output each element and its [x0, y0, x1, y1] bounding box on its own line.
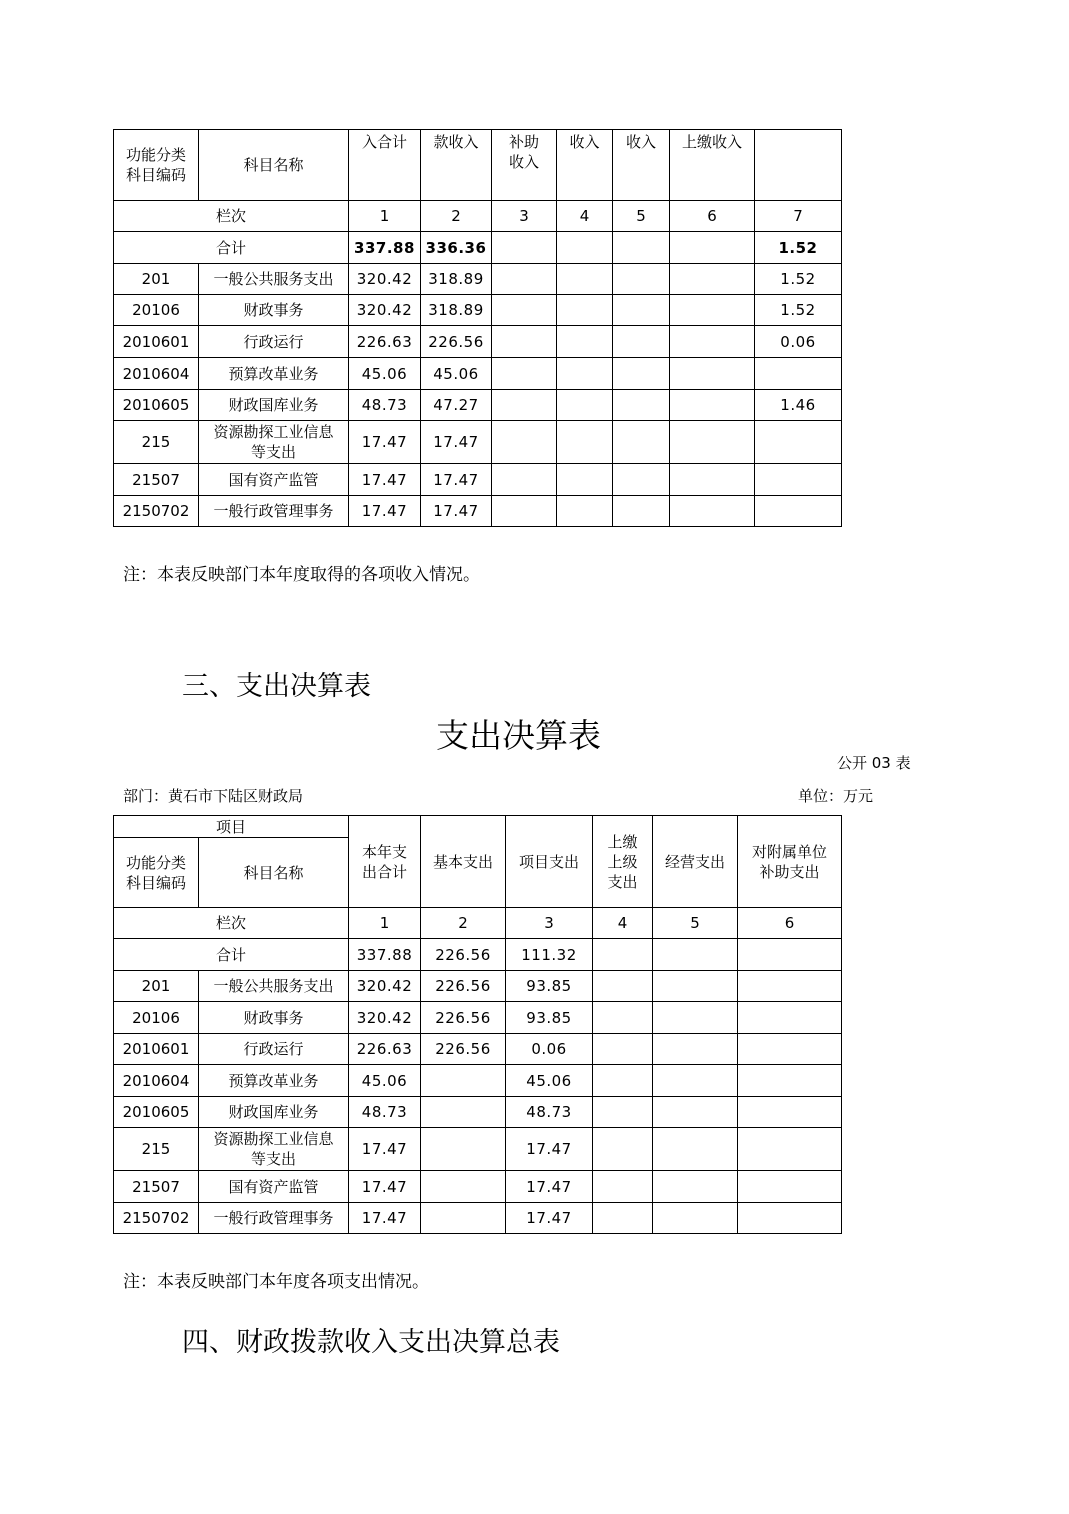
index-c2: 2: [421, 201, 492, 232]
row-c2: 17.47: [421, 464, 492, 496]
row-name: 财政事务: [199, 295, 349, 326]
row-c2: [421, 1171, 506, 1203]
header-c3: 项目支出: [506, 816, 593, 908]
row-c2: [421, 1065, 506, 1097]
table-row: [114, 1097, 842, 1128]
row-c2: 226.56: [421, 1002, 506, 1034]
row-code: 2010604: [114, 1065, 199, 1097]
row-c1: 17.47: [349, 1171, 421, 1203]
header-c1: 本年支出合计: [349, 816, 421, 908]
row-code: 215: [114, 421, 199, 464]
expenditure-title: 支出决算表: [436, 716, 601, 755]
header-c4: 上缴上级支出: [593, 816, 653, 908]
table-row: [114, 1128, 842, 1171]
row-name: 一般行政管理事务: [199, 1203, 349, 1234]
total-c3: 111.32: [506, 939, 593, 971]
row-code: 2010601: [114, 326, 199, 358]
form-number: 公开 03 表: [837, 754, 911, 772]
row-c7: 1.46: [755, 390, 842, 421]
row-c1: 17.47: [349, 1203, 421, 1234]
header-c1: 入合计: [349, 130, 421, 201]
table-row: [114, 464, 842, 496]
row-name: 资源勘探工业信息等支出: [199, 1128, 349, 1171]
index-c5: 5: [613, 201, 670, 232]
index-c6: 6: [670, 201, 755, 232]
total-label: 合计: [114, 232, 349, 264]
index-c3: 3: [492, 201, 557, 232]
header-code: 功能分类科目编码: [114, 838, 199, 908]
row-c3: 0.06: [506, 1034, 593, 1065]
total-c1: 337.88: [349, 939, 421, 971]
row-name: 一般公共服务支出: [199, 264, 349, 295]
expenditure-group-row: [114, 816, 842, 838]
row-c7: [755, 496, 842, 527]
row-code: 2010601: [114, 1034, 199, 1065]
income-header-row: [114, 130, 842, 201]
header-c5: 收入: [613, 130, 670, 201]
row-c2: 45.06: [421, 358, 492, 390]
row-c1: 48.73: [349, 390, 421, 421]
row-name: 一般行政管理事务: [199, 496, 349, 527]
table-row: [114, 496, 842, 527]
row-code: 20106: [114, 295, 199, 326]
row-name: 国有资产监管: [199, 464, 349, 496]
row-c1: 226.63: [349, 326, 421, 358]
table-row: [114, 1065, 842, 1097]
section-heading-3: 三、支出决算表: [182, 671, 371, 702]
row-c2: 226.56: [421, 326, 492, 358]
row-c3: 93.85: [506, 1002, 593, 1034]
header-c2: 基本支出: [421, 816, 506, 908]
income-table: [113, 129, 842, 527]
row-code: 215: [114, 1128, 199, 1171]
header-name: 科目名称: [199, 838, 349, 908]
expenditure-total-row: [114, 939, 842, 971]
income-index-row: [114, 201, 842, 232]
expenditure-note: 注：本表反映部门本年度各项支出情况。: [123, 1272, 429, 1292]
row-c1: 226.63: [349, 1034, 421, 1065]
row-name: 行政运行: [199, 1034, 349, 1065]
row-c2: 318.89: [421, 264, 492, 295]
row-c2: [421, 1097, 506, 1128]
header-c6: 对附属单位补助支出: [738, 816, 842, 908]
index-c7: 7: [755, 201, 842, 232]
row-name: 预算改革业务: [199, 1065, 349, 1097]
total-c2: 226.56: [421, 939, 506, 971]
row-c2: [421, 1203, 506, 1234]
header-c2: 款收入: [421, 130, 492, 201]
row-c1: 17.47: [349, 464, 421, 496]
row-c2: 226.56: [421, 971, 506, 1002]
row-c1: 320.42: [349, 1002, 421, 1034]
row-name: 财政国库业务: [199, 390, 349, 421]
row-code: 2010605: [114, 390, 199, 421]
table-row: [114, 295, 842, 326]
row-c7: 0.06: [755, 326, 842, 358]
row-code: 2010604: [114, 358, 199, 390]
row-c7: [755, 358, 842, 390]
row-c3: 48.73: [506, 1097, 593, 1128]
header-name: 科目名称: [199, 130, 349, 201]
row-c1: 320.42: [349, 264, 421, 295]
header-c3: 补助收入: [492, 130, 557, 201]
total-c7: 1.52: [755, 232, 842, 264]
row-code: 2150702: [114, 1203, 199, 1234]
index-c4: 4: [593, 908, 653, 939]
index-c1: 1: [349, 908, 421, 939]
total-label: 合计: [114, 939, 349, 971]
index-label: 栏次: [114, 201, 349, 232]
header-group: 项目: [114, 816, 349, 838]
index-c6: 6: [738, 908, 842, 939]
department-label: 部门：黄石市下陆区财政局: [123, 787, 304, 805]
row-c1: 17.47: [349, 421, 421, 464]
header-code: 功能分类科目编码: [114, 130, 199, 201]
row-c3: 45.06: [506, 1065, 593, 1097]
table-row: [114, 1002, 842, 1034]
table-row: [114, 421, 842, 464]
index-c5: 5: [653, 908, 738, 939]
row-c1: 320.42: [349, 295, 421, 326]
row-c3: 17.47: [506, 1203, 593, 1234]
row-c2: 47.27: [421, 390, 492, 421]
row-c7: 1.52: [755, 264, 842, 295]
row-c1: 45.06: [349, 1065, 421, 1097]
row-code: 2150702: [114, 496, 199, 527]
row-name: 资源勘探工业信息等支出: [199, 421, 349, 464]
row-code: 21507: [114, 464, 199, 496]
row-c1: 48.73: [349, 1097, 421, 1128]
expenditure-table: [113, 815, 842, 1234]
row-name: 一般公共服务支出: [199, 971, 349, 1002]
row-c7: [755, 421, 842, 464]
row-c1: 45.06: [349, 358, 421, 390]
header-c6: 上缴收入: [670, 130, 755, 201]
row-code: 21507: [114, 1171, 199, 1203]
row-name: 预算改革业务: [199, 358, 349, 390]
unit-label: 单位：万元: [798, 787, 874, 805]
row-c2: [421, 1128, 506, 1171]
row-c7: [755, 464, 842, 496]
total-c2: 336.36: [421, 232, 492, 264]
row-c2: 17.47: [421, 496, 492, 527]
table-row: [114, 1203, 842, 1234]
table-row: [114, 1034, 842, 1065]
row-c2: 17.47: [421, 421, 492, 464]
row-name: 财政国库业务: [199, 1097, 349, 1128]
row-c1: 17.47: [349, 1128, 421, 1171]
row-name: 行政运行: [199, 326, 349, 358]
row-c3: 93.85: [506, 971, 593, 1002]
expenditure-index-row: [114, 908, 842, 939]
row-c3: 17.47: [506, 1171, 593, 1203]
header-c4: 收入: [557, 130, 613, 201]
index-c2: 2: [421, 908, 506, 939]
row-c7: 1.52: [755, 295, 842, 326]
row-name: 国有资产监管: [199, 1171, 349, 1203]
row-name: 财政事务: [199, 1002, 349, 1034]
row-c2: 318.89: [421, 295, 492, 326]
header-c5: 经营支出: [653, 816, 738, 908]
index-label: 栏次: [114, 908, 349, 939]
table-row: [114, 971, 842, 1002]
index-c1: 1: [349, 201, 421, 232]
row-code: 2010605: [114, 1097, 199, 1128]
income-total-row: [114, 232, 842, 264]
row-code: 201: [114, 264, 199, 295]
index-c4: 4: [557, 201, 613, 232]
table-row: [114, 390, 842, 421]
row-c3: 17.47: [506, 1128, 593, 1171]
row-c1: 320.42: [349, 971, 421, 1002]
total-c1: 337.88: [349, 232, 421, 264]
row-code: 20106: [114, 1002, 199, 1034]
index-c3: 3: [506, 908, 593, 939]
table-row: [114, 264, 842, 295]
table-row: [114, 1171, 842, 1203]
header-c7: [755, 130, 842, 201]
table-row: [114, 358, 842, 390]
income-note: 注：本表反映部门本年度取得的各项收入情况。: [123, 565, 480, 585]
row-code: 201: [114, 971, 199, 1002]
row-c2: 226.56: [421, 1034, 506, 1065]
section-heading-4: 四、财政拨款收入支出决算总表: [182, 1327, 560, 1358]
row-c1: 17.47: [349, 496, 421, 527]
table-row: [114, 326, 842, 358]
